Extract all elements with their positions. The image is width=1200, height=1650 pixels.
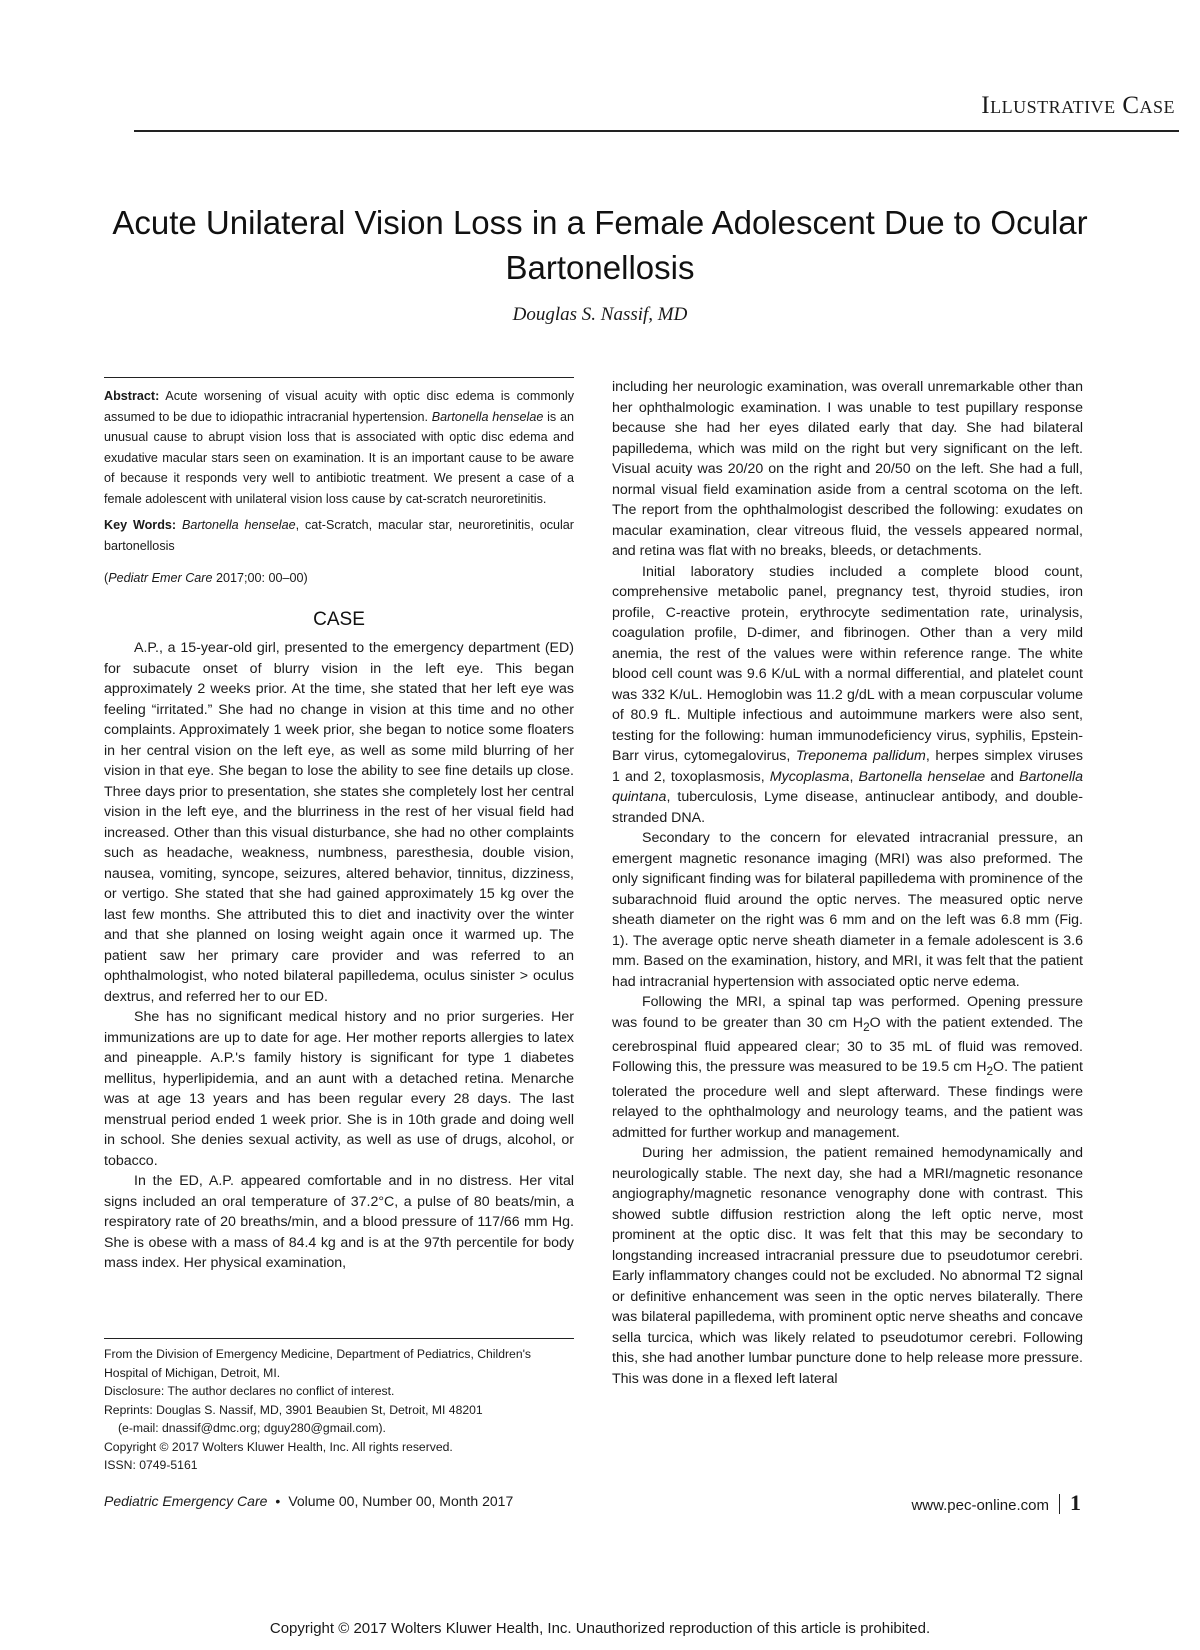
header-rule	[134, 130, 1179, 132]
key-words-organism: Bartonella henselae	[181, 518, 296, 532]
right-paragraph-3: Secondary to the concern for elevated intracranial pressure, an emergent magnetic resonance imaging (MRI) was also preformed. The only significant finding was for bilateral papilledema with prominence of the subarachnoid fluid around the optic nerves. The measured optic nerve sheath diameter on the right was 6 mm and on the left was 6.8 mm (Fig. 1). The average optic nerve sheath diameter in a female adolescent is 3.6 mm. Based on the examination, history, and MRI, it was felt that the patient had intracranial hypertension with associated optic nerve edema.	[612, 830, 1083, 990]
abstract-paragraph	[104, 386, 574, 509]
lab-text-b: , herpes simplex viruses 1 and 2, toxoplasmosis,	[612, 748, 1083, 785]
citation-rest: 2017;00: 00–00)	[212, 571, 308, 585]
affiliation-block	[104, 1338, 574, 1475]
citation-line	[104, 568, 574, 588]
case-paragraph-1: A.P., a 15-year-old girl, presented to the emergency department (ED) for subacute onset of blurry vision in the left eye. This began approximately 2 weeks prior. At the time, she stated that her left eye was feeling “irritated.” She had no change in vision at this time and no other complaints. Approximately 1 week prior, she began to notice some floaters in her central vision on the left eye, as well as some mild blurring of her vision in that eye. She began to lose the ability to see fine details up close. Three days prior to presentation, she states she completely lost her central vision in the left eye, and the blurriness in the rest of her visual field had increased. Other than this visual disturbance, she had no other complaints such as headache, weakness, numbness, paresthesia, double vision, nausea, vomiting, syncope, seizures, altered behavior, tinnitus, dizziness, or vertigo. She stated that she had gained approximately 15 kg over the last few months. She attributed this to diet and inactivity over the winter and that she planned on losing weight again once it warmed up. The patient saw her primary care provider and was referred to an ophthalmologist, who noted bilateral papilledema, oculus sinister > oculus dextrus, and referred her to our ED.	[104, 640, 574, 1005]
citation-open: (	[104, 571, 109, 585]
footer-journal-info	[104, 1493, 513, 1509]
organism-bartonella-henselae: Bartonella henselae	[858, 768, 986, 785]
issn-line: ISSN: 0749-5161	[104, 1458, 198, 1472]
right-paragraph-1: including her neurologic examination, was overall unremarkable other than her ophthalmologic examination. I was unable to test pupillary response because she had her eyes dilated early that day. She had bilateral papilledema, which was mild on the right but very significant on the left. Visual acuity was 20/20 on the right and 20/50 on the left. She had a full, normal visual field examination aside from a central scotoma on the left. The report from the ophthalmologist described the following: exudates on macular examination, clear vitreous fluid, the vessels appeared normal, and retina was flat with no breaks, bleeds, or detachments.	[612, 379, 1083, 559]
key-words-paragraph	[104, 515, 574, 556]
running-header-label: Illustrative Case	[981, 92, 1175, 119]
key-words-label: Key Words:	[104, 518, 177, 532]
citation-journal: Pediatr Emer Care	[108, 571, 213, 585]
key-words-text: , cat-Scratch, macular star, neuroretinitis, ocular bartonellosis	[104, 518, 574, 553]
footer-page-info	[800, 1490, 1081, 1516]
abstract-text-2: is an unusual cause to abrupt vision loss that is associated with optic disc edema and exudative macular stars seen on examination. It is an important cause to be aware of because it responds very well to antibiotic treatment. We present a case of a female adolescent with unilateral vision loss cause by cat-scratch neuroretinitis.	[104, 409, 574, 506]
spinal-text-b: O with the patient extended. The cerebrospinal fluid appeared clear; 30 to 35 mL of fluid was removed. Following this, the pressure was measured to be 19.5 cm H	[612, 1014, 1084, 1076]
reprints-line: Reprints: Douglas S. Nassif, MD, 3901 Beaubien St, Detroit, MI 48201	[104, 1402, 483, 1417]
email-line: (e-mail: dnassif@dmc.org; dguy280@gmail.com).	[118, 1421, 386, 1435]
case-heading: CASE	[313, 609, 365, 630]
lab-text-e: , tuberculosis, Lyme disease, antinuclear antibody, and double-stranded DNA.	[612, 789, 1083, 826]
subscript-2: 2	[986, 1064, 994, 1079]
abstract-box	[104, 377, 574, 556]
spinal-text-a: Following the MRI, a spinal tap was performed. Opening pressure was found to be greater than 30 cm H	[612, 994, 1083, 1031]
organism-bartonella-quintana: Bartonella quintana	[612, 768, 1084, 805]
right-column	[612, 377, 1083, 1389]
footer-issue: Volume 00, Number 00, Month 2017	[288, 1493, 514, 1509]
case-paragraph-3: In the ED, A.P. appeared comfortable and in no distress. Her vital signs included an oral temperature of 37.2°C, a pulse of 80 beats/min, a respiratory rate of 20 breaths/min, and a blood pressure of 117/66 mm Hg. She is obese with a mass of 84.4 kg and is at the 97th percentile for body mass index. Her physical examination,	[104, 1173, 574, 1271]
footer-journal-name: Pediatric Emergency Care	[104, 1493, 268, 1509]
abstract-text-1: Acute worsening of visual acuity with optic disc edema is commonly assumed to be due to idiopathic intracranial hypertension.	[104, 389, 574, 424]
footer-separator	[1059, 1494, 1060, 1514]
copyright-notice: Copyright © 2017 Wolters Kluwer Health, Inc. Unauthorized reproduction of this article is prohibited.	[269, 1620, 931, 1637]
right-paragraph-4	[612, 992, 1083, 1143]
right-paragraph-5: During her admission, the patient remained hemodynamically and neurologically stable. The next day, she had a MRI/magnetic resonance angiography/magnetic resonance venography done with contrast. This showed subtle diffusion restriction along the left optic nerve, most prominent at the optic disc. It was felt that this may be secondary to longstanding increased intracranial pressure due to pseudotumor cerebri. Early inflammatory changes could not be excluded. No abnormal T2 signal or definitive enhancement was seen in the optic nerves bilaterally. There was bilateral papilledema, with prominent optic nerve sheaths and concave sella turcica, which was likely related to pseudotumor cerebri. Following this, she had another lumbar puncture done to help release more pressure. This was done in a flexed left lateral	[612, 1145, 1083, 1387]
abstract-label: Abstract:	[104, 389, 160, 403]
lab-text-d: and	[985, 768, 1020, 785]
footer-url[interactable]: www.pec-online.com	[911, 1497, 1049, 1514]
subscript-1: 2	[863, 1019, 870, 1034]
left-column	[104, 377, 574, 1274]
spinal-text-c: O. The patient tolerated the procedure well and slept afterward. These findings were relayed to the ophthalmology and neurology teams, and the patient was admitted for further workup and management.	[612, 1059, 1083, 1141]
lab-text-a: Initial laboratory studies included a complete blood count, comprehensive metabolic panel, pregnancy test, thyroid studies, iron profile, C-reactive protein, erythrocyte sedimentation rate, urinalysis, coagulation profile, D-dimer, and fibrinogen. Other than a very mild anemia, the rest of the values were within reference range. The white blood cell count was 9.6 K/uL with a normal differential, and platelet count was 332 K/uL. Hemoglobin was 11.2 g/dL with a mean corpuscular volume of 80.9 fL. Multiple infectious and autoimmune markers were also sent, testing for the following: human immunodeficiency virus, syphilis, Epstein-Barr virus, cytomegalovirus,	[612, 563, 1083, 764]
copyright-line: Copyright © 2017 Wolters Kluwer Health, Inc. All rights reserved.	[104, 1439, 453, 1454]
footer-bullet: •	[275, 1493, 281, 1509]
right-paragraph-2	[612, 562, 1083, 829]
disclosure-line: Disclosure: The author declares no conflict of interest.	[104, 1384, 395, 1398]
organism-treponema: Treponema pallidum	[795, 748, 926, 764]
abstract-organism: Bartonella henselae	[431, 409, 544, 424]
author-line: Douglas S. Nassif, MD	[512, 304, 688, 325]
organism-mycoplasma: Mycoplasma	[769, 768, 850, 785]
page-number: 1	[1070, 1490, 1081, 1515]
affiliation-line: From the Division of Emergency Medicine, Department of Pediatrics, Children's Hospital of Michigan, Detroit, MI.	[104, 1347, 532, 1380]
lab-text-c: ,	[849, 768, 859, 785]
article-title: Acute Unilateral Vision Loss in a Female Adolescent Due to Ocular Bartonellosis	[112, 204, 1088, 286]
case-paragraph-2: She has no significant medical history and no prior surgeries. Her immunizations are up to date for age. Her mother reports allergies to latex and pineapple. A.P.'s family history is significant for type 1 diabetes mellitus, hyperlipidemia, and an aunt with a detached retina. Menarche was at age 13 years and has been regular every 28 days. The last menstrual period ended 1 week prior. She is in 10th grade and doing well in school. She denies sexual activity, as well as use of drugs, alcohol, or tobacco.	[104, 1009, 574, 1169]
